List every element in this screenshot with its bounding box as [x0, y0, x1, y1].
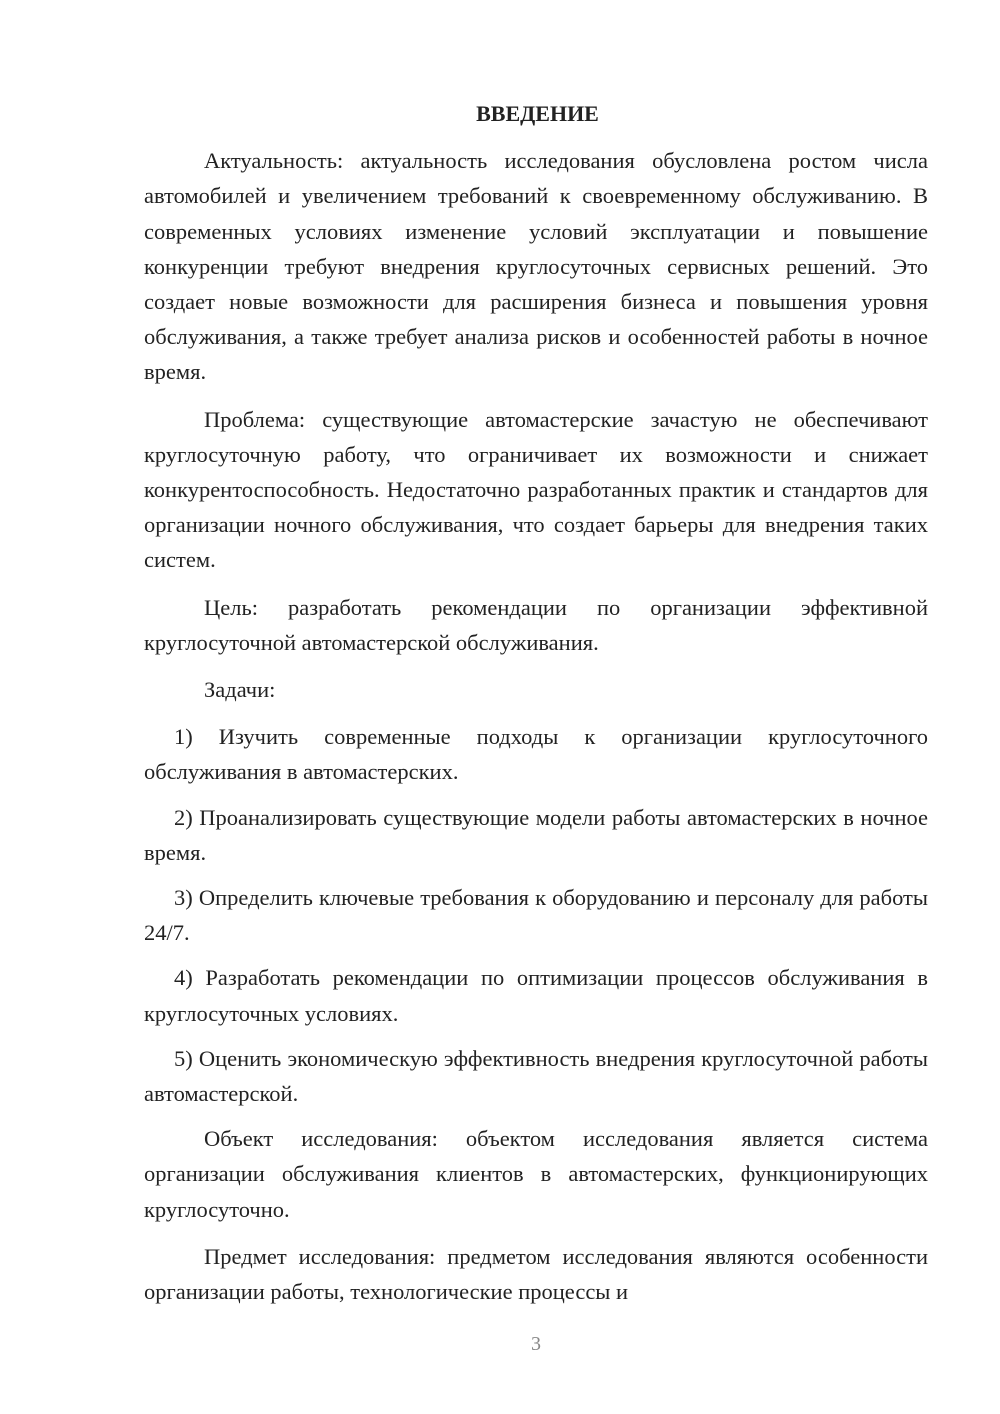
paragraph-object: Объект исследования: объектом исследования является система организации обслуживания клиентов в автомастерских, функционирующих круглосуточно.	[144, 1126, 928, 1222]
task-item: 1) Изучить современные подходы к организации круглосуточного обслуживания в автомастерских.	[144, 724, 928, 785]
paragraph-problem: Проблема: существующие автомастерские зачастую не обеспечивают круглосуточную работу, что ограничивает их возможности и снижает конкурентоспособность. Недостаточно разработанных практик и стандартов для организации ночного обслуживания, что создает барьеры для внедрения таких систем.	[144, 406, 928, 573]
task-item: 2) Проанализировать существующие модели работы автомастерских в ночное время.	[144, 804, 928, 865]
paragraph-goal: Цель: разработать рекомендации по организации эффективной круглосуточной автомастерской обслуживания.	[144, 594, 928, 655]
page-number: 3	[531, 1333, 541, 1355]
section-title: ВВЕДЕНИЕ	[476, 101, 599, 126]
paragraph-relevance: Актуальность: актуальность исследования обусловлена ростом числа автомобилей и увеличением требований к своевременному обслуживанию. В современных условиях изменение условий эксплуатации и повышение конкуренции требуют внедрения круглосуточных сервисных решений. Это создает новые возможности для расширения бизнеса и повышения уровня обслуживания, а также требует анализа рисков и особенностей работы в ночное время.	[144, 148, 928, 385]
tasks-heading: Задачи:	[204, 677, 276, 703]
paragraph-subject: Предмет исследования: предметом исследования являются особенности организации работы, технологические процессы и	[144, 1243, 928, 1305]
page-content	[144, 96, 928, 1321]
task-item: 3) Определить ключевые требования к оборудованию и персоналу для работы 24/7.	[144, 885, 928, 946]
task-item: 5) Оценить экономическую эффективность внедрения круглосуточной работы автомастерской.	[144, 1045, 928, 1107]
task-item: 4) Разработать рекомендации по оптимизации процессов обслуживания в круглосуточных условиях.	[144, 965, 928, 1026]
